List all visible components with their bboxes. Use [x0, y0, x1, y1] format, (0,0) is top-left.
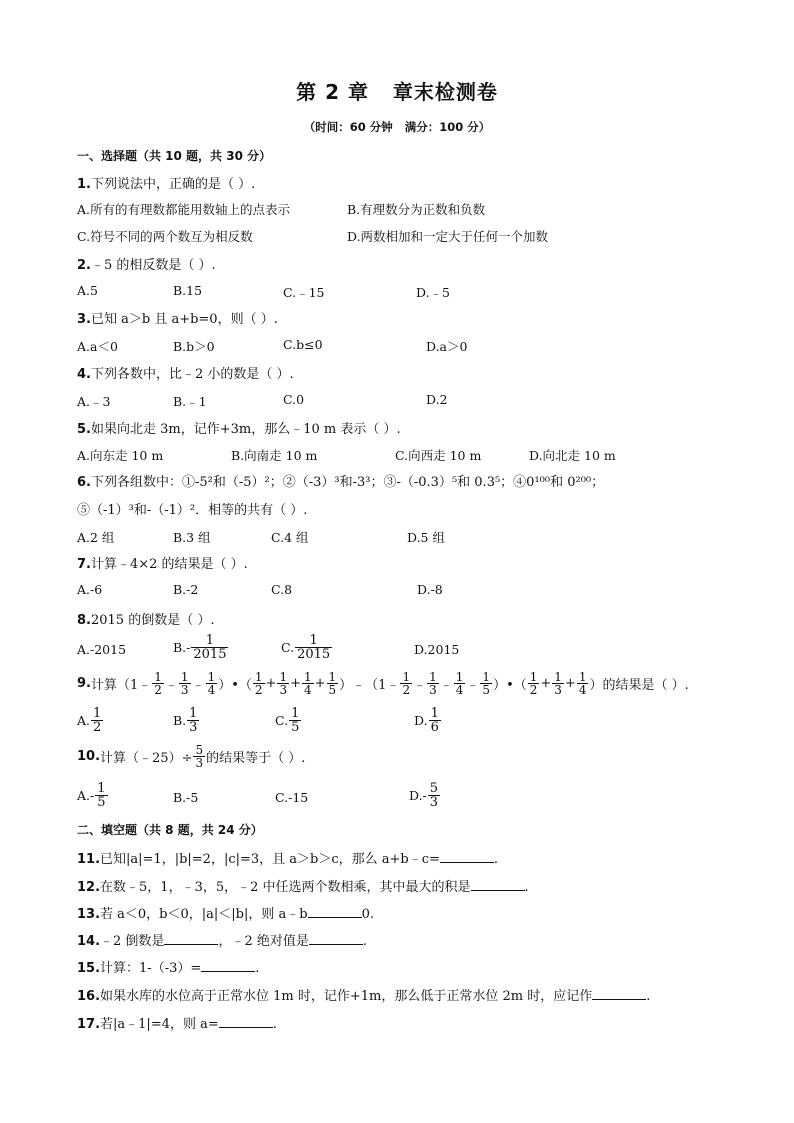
option-c[interactable]: C.向西走 10 m [395, 448, 482, 463]
option-a[interactable]: A.2 组 [77, 530, 115, 545]
fraction: $\frac{1}{3}$ [189, 706, 198, 735]
fraction: $\frac{1}{2}$ [529, 670, 538, 697]
answer-blank[interactable] [201, 970, 255, 972]
option-a[interactable]: A.a＜0 [77, 339, 118, 354]
option-d[interactable]: D.2 [426, 392, 448, 407]
answer-blank[interactable] [219, 1026, 273, 1028]
fraction: $\frac{1}{5}$ [328, 670, 337, 697]
question-15: 15.计算：1-（-3）= . [77, 961, 260, 976]
option-c[interactable]: C. $\frac{1}{5}$ [275, 706, 300, 735]
option-c[interactable]: C. $\frac{1}{2015}$ [281, 633, 331, 662]
option-a[interactable]: A.-2015 [77, 642, 127, 657]
option-b[interactable]: B.- $\frac{1}{2015}$ [173, 633, 227, 662]
answer-blank[interactable] [440, 861, 494, 863]
answer-blank[interactable] [471, 889, 525, 891]
option-d[interactable]: D.向北走 10 m [529, 448, 616, 463]
question-12: 12.在数﹣5，1，﹣3，5，﹣2 中任选两个数相乘，其中最大的积是 . [77, 880, 529, 895]
section-heading-fill-blank: 二、填空题（共 8 题，共 24 分） [77, 823, 263, 837]
question-17: 17.若|a﹣1|=4，则 a= . [77, 1017, 277, 1032]
question-7: 7.计算﹣4×2 的结果是（ ）. [77, 557, 248, 572]
question-9-options [77, 707, 677, 739]
option-c[interactable]: C.0 [283, 392, 305, 407]
question-9: 9.计算（1﹣ $\frac{1}{2}$ ﹣ $\frac{1}{3}$ ﹣ $\frac{1}{4}$ ）•（ $\frac{1}{2}$ + $\frac{1}{3}$ + $\frac{1}{4}$ + $\frac{1}{5}$ ）﹣（1﹣ $\frac{1}{2}$ ﹣ $\frac{1}{3}$ ﹣ $\frac{1}{4}$ ﹣ $\frac{1}{5}$ ）•（ $\frac{1}{2}$ + $\frac{1}{3}$ + $\frac{1}{4}$ ）的结果是（ ）. [77, 670, 689, 697]
option-d[interactable]: D.2015 [414, 642, 460, 657]
question-8: 8.2015 的倒数是（ ）. [77, 613, 215, 628]
fraction: $\frac{1}{5}$ [482, 670, 491, 697]
option-d[interactable]: D.﹣5 [416, 285, 451, 300]
fraction: $\frac{1}{3}$ [279, 670, 288, 697]
question-8-options [77, 634, 677, 666]
option-b[interactable]: B. $\frac{1}{3}$ [173, 706, 198, 735]
option-a[interactable]: A.﹣3 [77, 394, 111, 409]
fraction: $\frac{1}{4}$ [303, 670, 312, 697]
option-a[interactable]: A.-6 [77, 582, 103, 597]
fraction: $\frac{5}{3}$ [195, 743, 204, 770]
fraction: $\frac{1}{4}$ [207, 670, 216, 697]
answer-blank[interactable] [592, 998, 646, 1000]
option-b[interactable]: B.﹣1 [173, 394, 207, 409]
option-d[interactable]: D.-8 [417, 582, 443, 597]
question-4: 4.下列各数中，比﹣2 小的数是（ ）. [77, 367, 294, 382]
question-10: 10.计算（﹣25）÷ $\frac{5}{3}$ 的结果等于（ ）. [77, 743, 306, 770]
option-d[interactable]: D.5 组 [407, 530, 445, 545]
question-13: 13.若 a＜0，b＜0，|a|＜|b|，则 a﹣b 0. [77, 907, 374, 922]
option-c[interactable]: C.-15 [275, 790, 309, 805]
question-6: 6.下列各组数中：①-5²和（-5）²；②（-3）³和-3³；③-（-0.3）⁵和 0.3⁵；④0¹⁰⁰和 0²⁰⁰； [77, 475, 605, 490]
section-heading-choice: 一、选择题（共 10 题，共 30 分） [77, 149, 272, 163]
fraction: $\frac{1}{2}$ [254, 670, 263, 697]
question-6-line-2: ⑤（-1）³和-（-1）²．相等的共有（ ）. [77, 503, 308, 518]
question-2: 2.﹣5 的相反数是（ ）. [77, 258, 216, 273]
fraction: $\frac{1}{2}$ [402, 670, 411, 697]
option-a[interactable]: A. $\frac{1}{2}$ [77, 706, 102, 735]
question-16: 16.如果水库的水位高于正常水位 1m 时，记作+1m，那么低于正常水位 2m 时，应记作 . [77, 989, 651, 1004]
option-c[interactable]: C.8 [271, 582, 293, 597]
exam-info: （时间：60 分钟 满分：100 分） [303, 120, 491, 134]
option-b[interactable]: B.3 组 [173, 530, 211, 545]
answer-blank[interactable] [309, 943, 363, 945]
question-14: 14.﹣2 倒数是 ，﹣2 绝对值是 . [77, 934, 367, 949]
option-b[interactable]: B.15 [173, 283, 203, 298]
fraction: $\frac{1}{2}$ [93, 706, 102, 735]
question-1: 1.下列说法中，正确的是（ ）. [77, 177, 256, 192]
option-b[interactable]: B.向南走 10 m [231, 448, 318, 463]
fraction: $\frac{1}{2015}$ [193, 633, 227, 662]
answer-blank[interactable] [164, 943, 218, 945]
option-c[interactable]: C.b≤0 [283, 337, 323, 352]
fraction: $\frac{1}{5}$ [291, 706, 300, 735]
option-d[interactable]: D.a＞0 [426, 339, 468, 354]
fraction: $\frac{1}{2015}$ [297, 633, 331, 662]
fraction: $\frac{1}{2}$ [154, 670, 162, 697]
option-c[interactable]: C.﹣15 [283, 285, 325, 300]
fraction: $\frac{1}{3}$ [180, 670, 189, 697]
question-5: 5.如果向北走 3m，记作+3m，那么﹣10 m 表示（ ）. [77, 422, 401, 437]
option-a[interactable]: A.向东走 10 m [77, 448, 164, 463]
fraction: $\frac{1}{3}$ [429, 670, 437, 697]
fraction: $\frac{1}{4}$ [578, 670, 587, 697]
option-d[interactable]: D.- $\frac{5}{3}$ [409, 781, 439, 810]
fraction: $\frac{1}{5}$ [97, 781, 106, 810]
answer-blank[interactable] [308, 916, 362, 918]
option-b[interactable]: B.b＞0 [173, 339, 215, 354]
fraction: $\frac{1}{6}$ [430, 706, 439, 735]
option-b[interactable]: B.-2 [173, 582, 199, 597]
page-title: 第 2 章 章末检测卷 [296, 80, 498, 104]
question-10-options [77, 782, 677, 814]
option-b[interactable]: B.-5 [173, 790, 199, 805]
option-a[interactable]: A.所有的有理数都能用数轴上的点表示 [77, 202, 291, 217]
question-11: 11.已知|a|=1，|b|=2，|c|=3，且 a＞b＞c，那么 a+b﹣c= . [77, 852, 499, 867]
option-d[interactable]: D.两数相加和一定大于任何一个加数 [347, 229, 549, 244]
fraction: $\frac{1}{4}$ [455, 670, 464, 697]
option-d[interactable]: D. $\frac{1}{6}$ [414, 706, 439, 735]
option-a[interactable]: A.- $\frac{1}{5}$ [77, 781, 106, 810]
question-3: 3.已知 a＞b 且 a+b=0，则（ ）. [77, 312, 278, 327]
option-a[interactable]: A.5 [77, 283, 98, 298]
fraction: $\frac{1}{3}$ [554, 670, 562, 697]
option-c[interactable]: C.4 组 [271, 530, 309, 545]
option-c[interactable]: C.符号不同的两个数互为相反数 [77, 229, 253, 244]
fraction: $\frac{5}{3}$ [429, 781, 439, 810]
option-b[interactable]: B.有理数分为正数和负数 [347, 202, 486, 217]
